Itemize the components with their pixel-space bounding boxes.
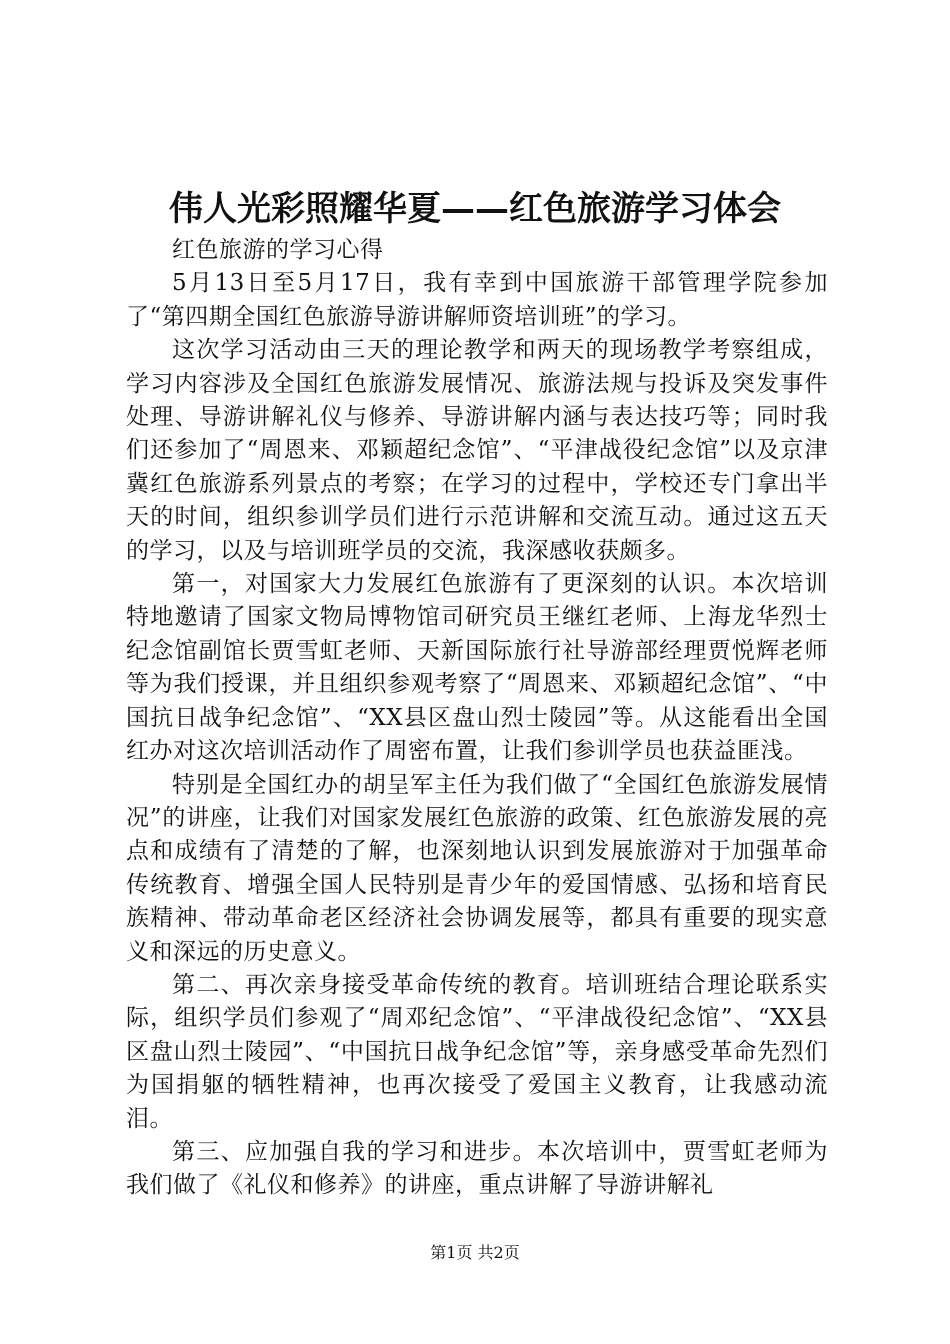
paragraph-lecture: 特别是全国红办的胡呈军主任为我们做了“全国红色旅游发展情况”的讲座，让我们对国家发展红色旅游的政策、红色旅游发展的亮点和成绩有了清楚的了解，也深刻地认识到发展旅游对于加强革命传统教育、增强全国人民特别是青少年的爱国情感、弘扬和培育民族精神、带动革命老区经济社会协调发展等，都具有重要的现实意义和深远的历史意义。	[126, 771, 828, 965]
paragraph-subtitle: 红色旅游的学习心得	[172, 237, 384, 263]
document-title: 伟人光彩照耀华夏——红色旅游学习体会	[169, 189, 781, 229]
paragraph-first-point: 第一，对国家大力发展红色旅游有了更深刻的认识。本次培训特地邀请了国家文物局博物馆司研究员王继红老师、上海龙华烈士纪念馆副馆长贾雪虹老师、天新国际旅行社导游部经理贾悦辉老师等为我们授课，并且组织参观考察了“周恩来、邓颖超纪念馆”、“中国抗日战争纪念馆”、“XX县区盘山烈士陵园”等。从这能看出全国红办对这次培训活动作了周密布置，让我们参训学员也获益匪浅。	[126, 571, 828, 765]
paragraph-activities: 这次学习活动由三天的理论教学和两天的现场教学考察组成，学习内容涉及全国红色旅游发展情况、旅游法规与投诉及突发事件处理、导游讲解礼仪与修养、导游讲解内涵与表达技巧等；同时我们还参加了“周恩来、邓颖超纪念馆”、“平津战役纪念馆”以及京津冀红色旅游系列景点的考察；在学习的过程中，学校还专门拿出半天的时间，组织参训学员们进行示范讲解和交流互动。通过这五天的学习，以及与培训班学员的交流，我深感收获颇多。	[126, 337, 828, 564]
paragraph-third-point: 第三、应加强自我的学习和进步。本次培训中，贾雪虹老师为我们做了《礼仪和修养》的讲座，重点讲解了导游讲解礼	[126, 1138, 828, 1199]
paragraph-intro: 5月13日至5月17日，我有幸到中国旅游干部管理学院参加了“第四期全国红色旅游导游讲解师资培训班”的学习。	[126, 270, 828, 330]
document-body	[126, 234, 828, 1203]
paragraph-second-point: 第二、再次亲身接受革命传统的教育。培训班结合理论联系实际，组织学员们参观了“周邓纪念馆”、“平津战役纪念馆”、“XX县区盘山烈士陵园”、“中国抗日战争纪念馆”等，亲身感受革命先烈们为国捐躯的牺牲精神，也再次接受了爱国主义教育，让我感动流泪。	[126, 971, 828, 1132]
page-number-footer: 第1页 共2页	[430, 1243, 520, 1262]
